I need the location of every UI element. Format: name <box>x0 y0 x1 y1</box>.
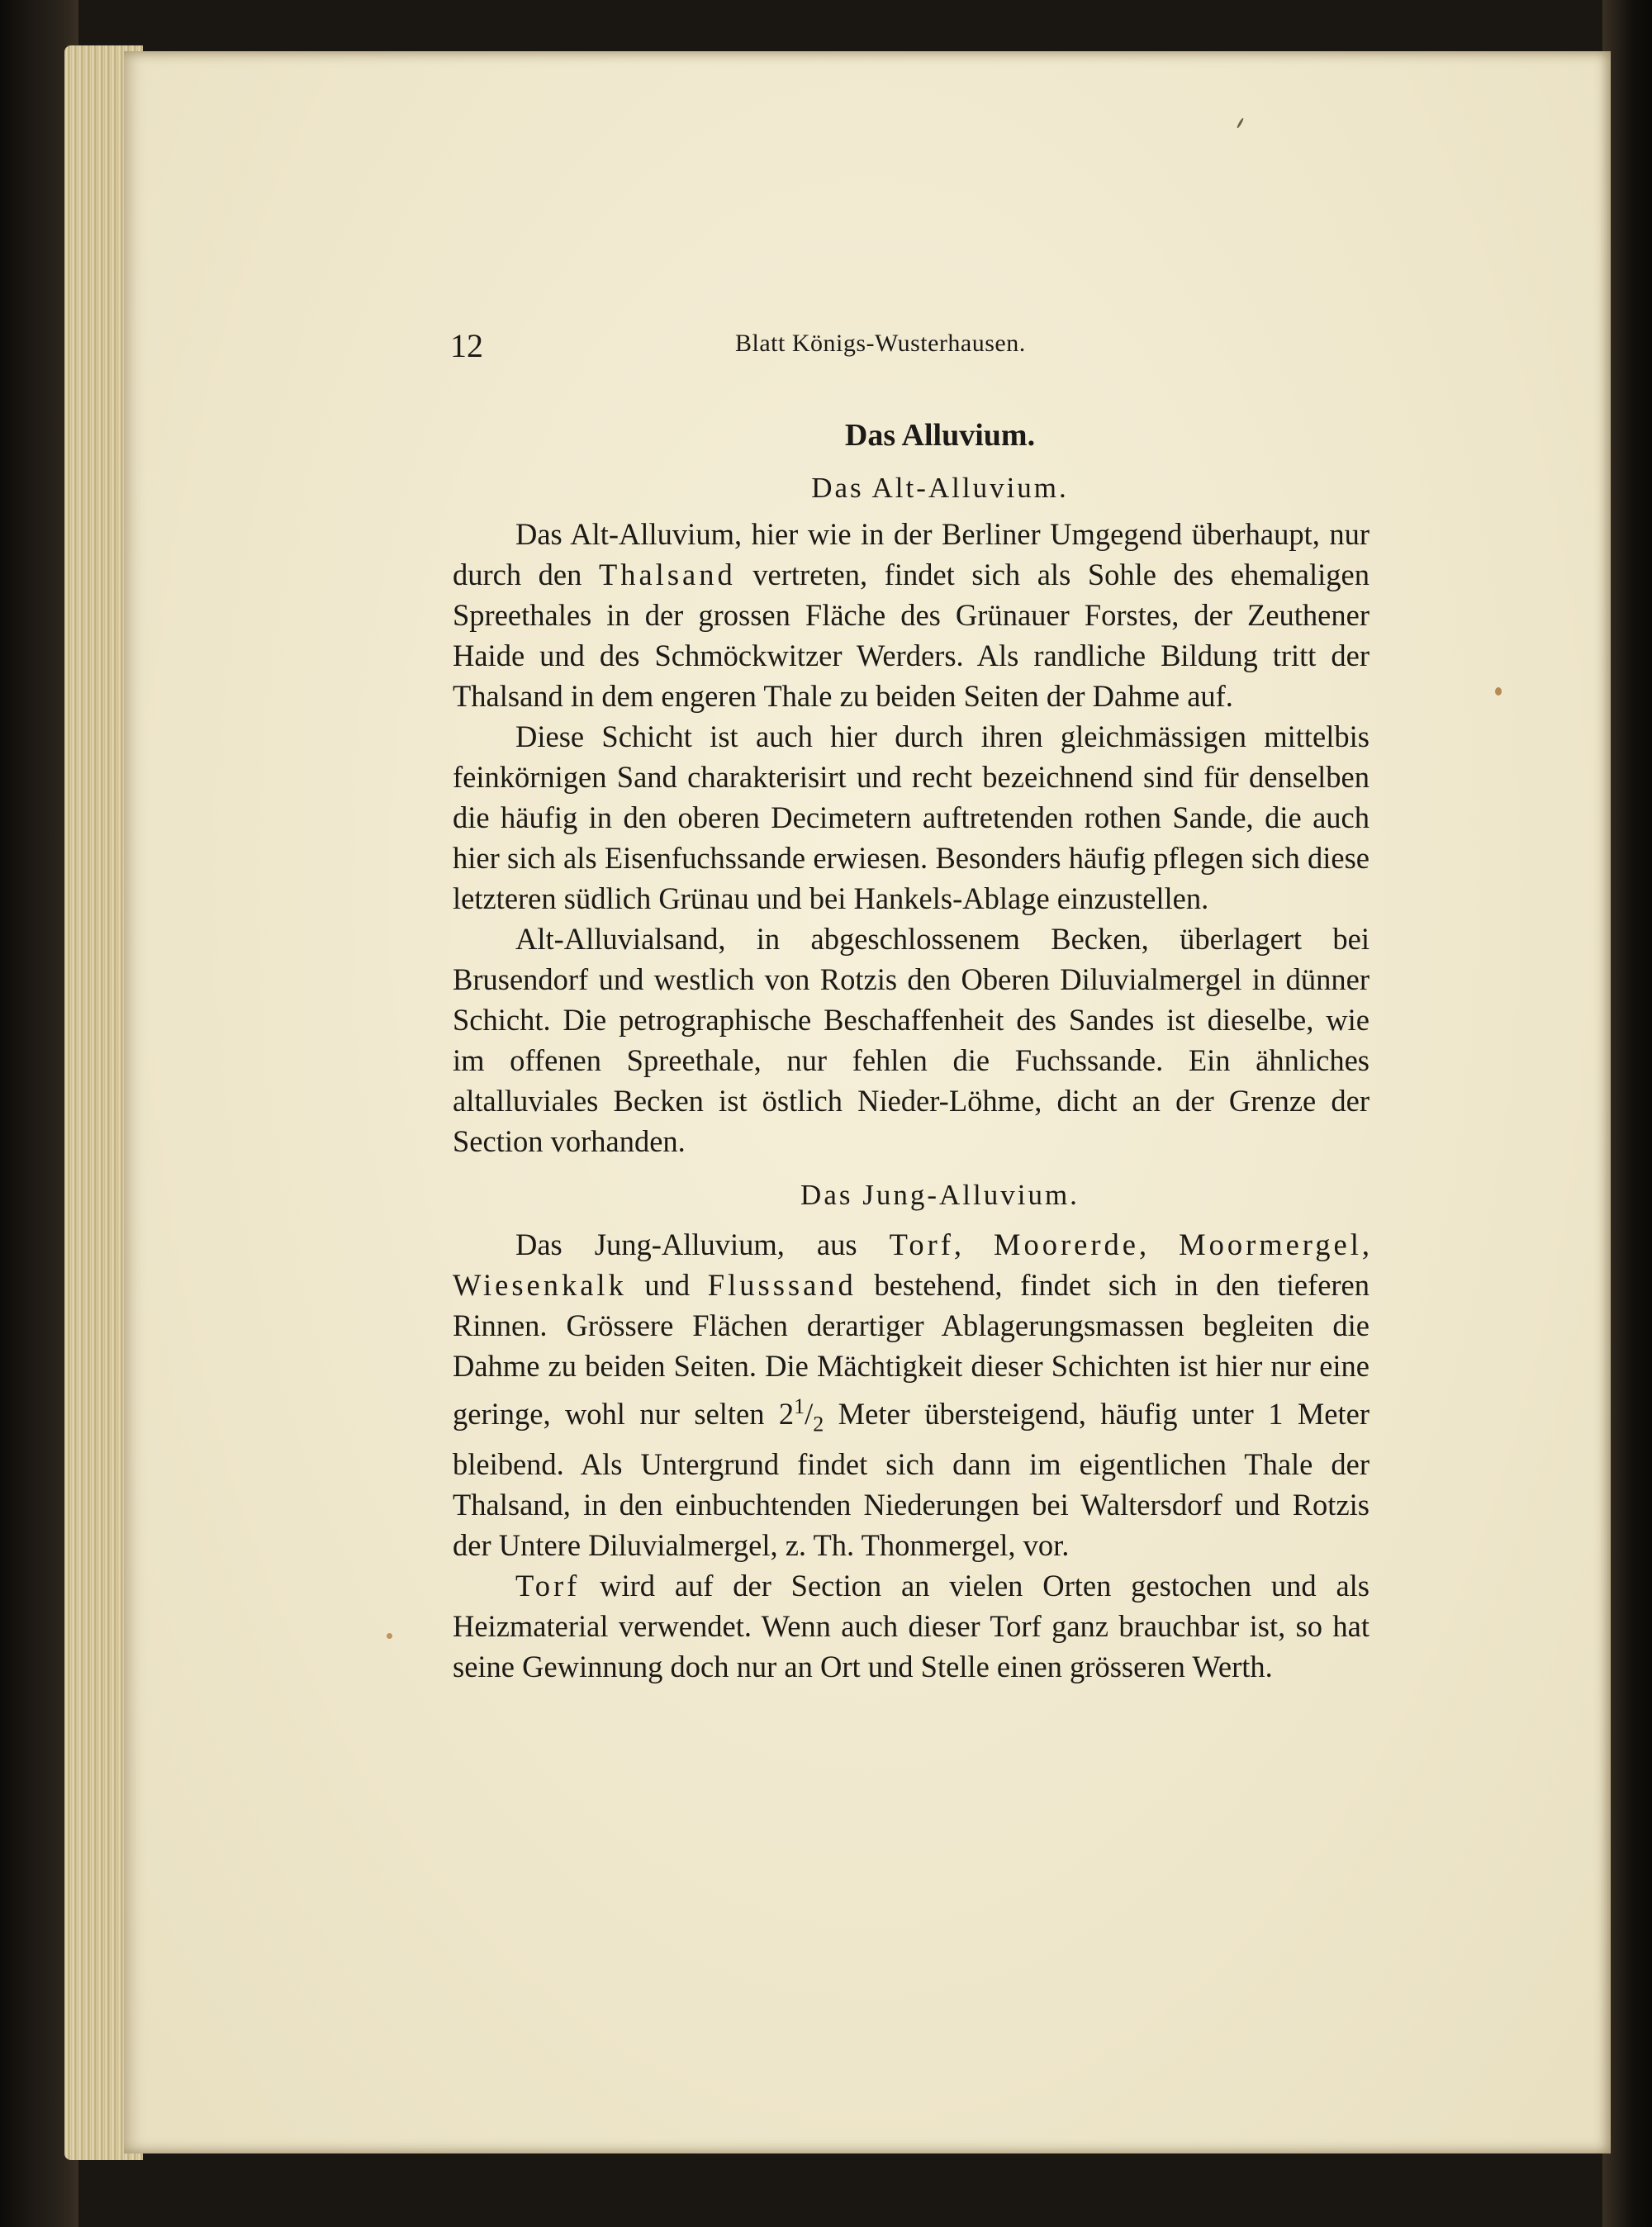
running-head <box>450 326 1276 376</box>
emphasized-term: Moorerde <box>994 1227 1139 1261</box>
section-title: Das Alluvium. <box>844 418 1036 453</box>
paper-spot <box>1237 117 1245 129</box>
emphasized-term: Torf <box>515 1569 581 1603</box>
paragraph-text: Das Alt-Alluvium, hier wie in der Berliner Umgegend überhaupt, nur durch den <box>453 517 1370 591</box>
paragraph-text: , <box>1361 1227 1370 1261</box>
paragraph <box>453 514 1370 716</box>
paragraph-text: bestehend, findet sich in den tieferen Rinnen. Grössere Flächen derartiger Ablagerungsmassen begleiten die Dahme zu beiden Seiten. Die Mächtigkeit dieser Schichten ist hier nur eine geringe, wohl nur selten <box>453 1268 1370 1432</box>
paragraph-text: und <box>626 1268 708 1302</box>
paper-spot <box>387 1633 392 1639</box>
paragraph-text: , <box>1138 1227 1180 1261</box>
subsection-title-jung-alluvium: Das Jung-Alluvium. <box>800 1179 1080 1211</box>
paragraph-text: Meter übersteigend, häufig unter 1 Meter bleibend. Als Untergrund findet sich dann im eigentlichen Thale der Thalsand, in den einbuchtenden Niederungen bei Waltersdorf und Rotzis der Untere Diluvialmergel, z. Th. Thonmergel, vor. <box>453 1397 1370 1563</box>
emphasized-term: Wiesenkalk <box>453 1268 627 1302</box>
paragraph-text: Das Jung-Alluvium, aus <box>515 1227 890 1261</box>
page-number: 12 <box>450 327 483 364</box>
emphasized-term: Moormergel <box>1179 1227 1362 1261</box>
fraction-slash: / <box>805 1397 814 1432</box>
fraction-denominator: 2 <box>813 1412 824 1436</box>
running-title: Blatt Königs-Wusterhausen. <box>735 330 1026 357</box>
paragraph-text: vertreten, findet sich als Sohle des ehemaligen Spreethales in der grossen Fläche des Grünauer Forstes, der Zeuthener Haide und des Schmöckwitzer Werders. Als randliche Bildung tritt der Thalsand in dem engeren Thale zu beiden Seiten der Dahme auf. <box>453 558 1370 713</box>
number: 2 <box>778 1397 795 1432</box>
paragraph-text: wird auf der Section an vielen Orten gestochen und als Heizmaterial verwendet. Wenn auch dieser Torf ganz brauchbar ist, so hat seine Gewinnung doch nur an Ort und Stelle einen grösseren Werth. <box>453 1569 1370 1684</box>
paragraph <box>453 1224 1370 1565</box>
paragraph: Alt-Alluvialsand, in abgeschlossenem Becken, überlagert bei Brusendorf und westlich von Rotzis den Oberen Diluvialmergel in dünner Schicht. Die petrographische Beschaffenheit des Sandes ist dieselbe, wie im offenen Spreethale, nur fehlen die Fuchssande. Ein ähnliches altalluviales Becken ist östlich Nieder-Löhme, dicht an der Grenze der Section vorhanden. <box>453 922 1370 1158</box>
emphasized-term: Flusssand <box>707 1268 857 1302</box>
emphasized-term: Torf <box>889 1227 954 1261</box>
paragraph-text: , <box>953 1227 995 1261</box>
paper-spot <box>1495 687 1502 696</box>
emphasized-term: Thalsand <box>598 558 736 591</box>
paragraph <box>453 1565 1370 1687</box>
page-body <box>453 413 1370 1687</box>
paragraph: Diese Schicht ist auch hier durch ihren gleichmässigen mittelbis feinkörnigen Sand charakterisirt und recht bezeichnend sind für denselben die häufig in den oberen Decimetern auftretenden rothen Sande, die auch hier sich als Eisenfuchssande erwiesen. Besonders häufig pflegen sich diese letzteren südlich Grünau und bei Hankels-Ablage einzustellen. <box>453 719 1370 915</box>
fraction-numerator: 1 <box>794 1394 805 1418</box>
subsection-title-alt-alluvium: Das Alt-Alluvium. <box>811 472 1069 504</box>
